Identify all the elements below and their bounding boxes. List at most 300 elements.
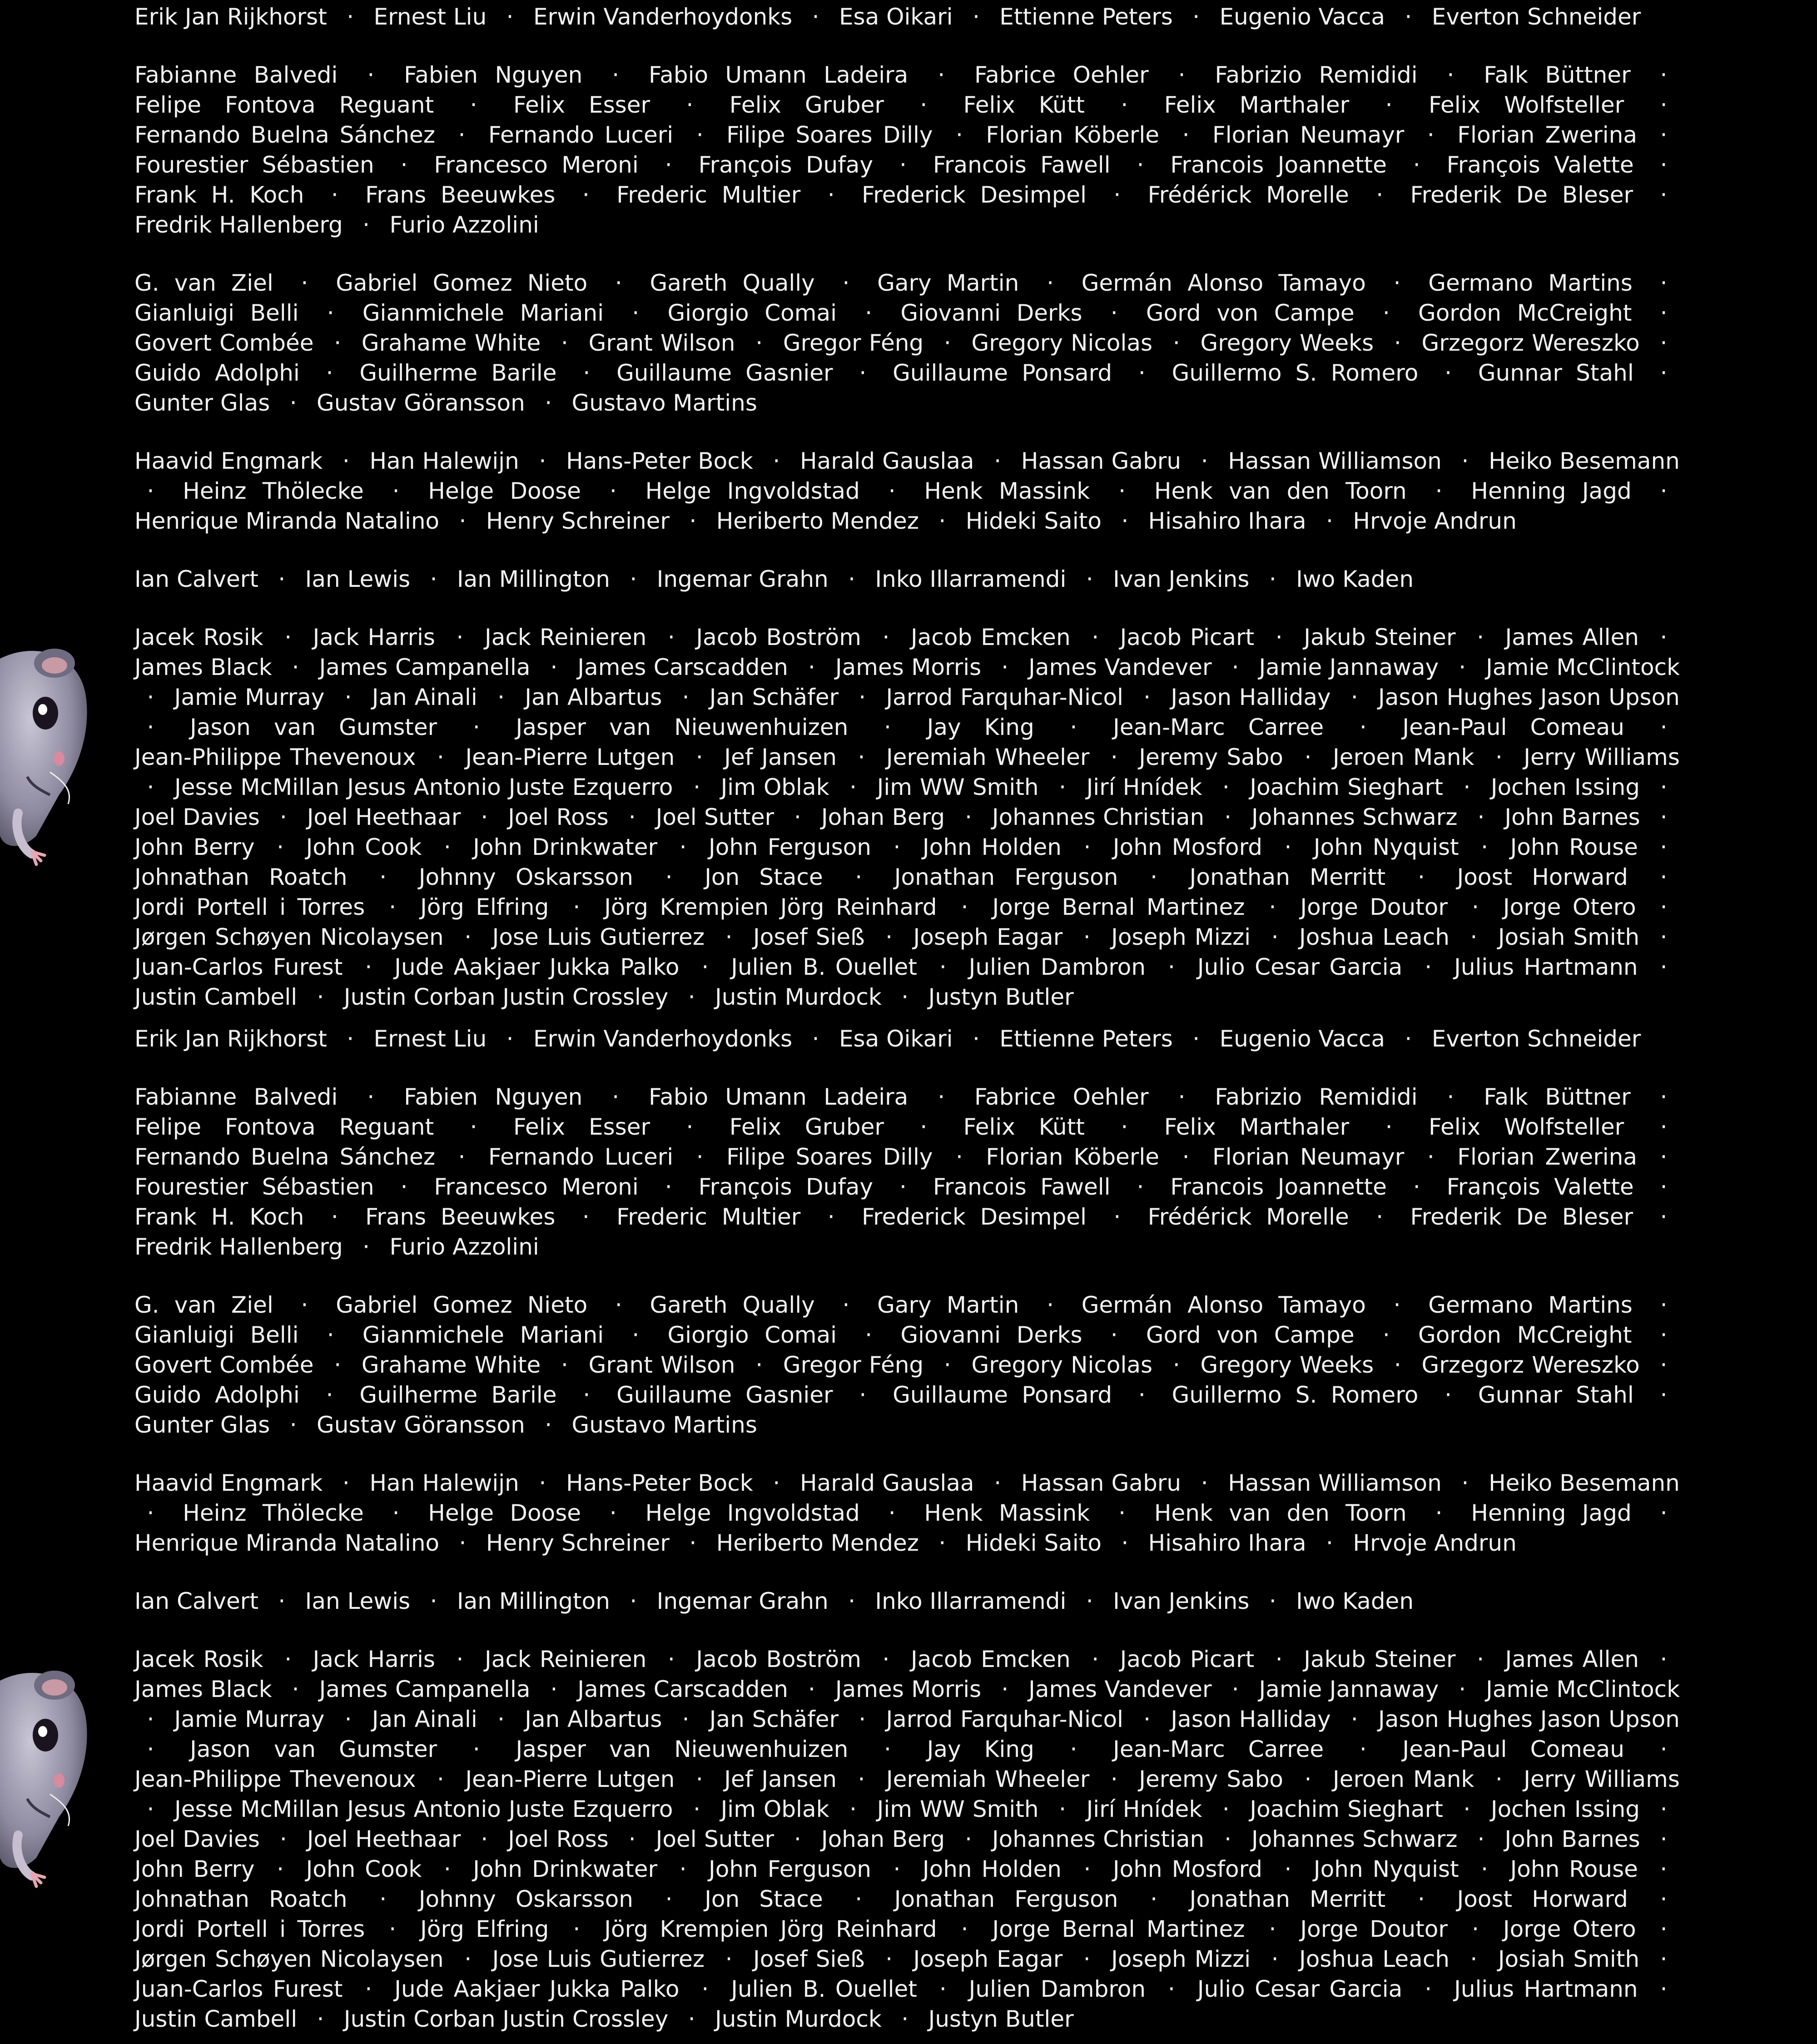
name-separator: ·	[583, 1382, 591, 1408]
credit-name: Grant Wilson	[588, 330, 735, 356]
hamster-mascot-icon	[0, 622, 109, 877]
name-separator: ·	[1445, 1382, 1452, 1408]
credit-name: Gunnar Stahl	[1478, 1382, 1634, 1408]
name-separator: ·	[459, 1530, 467, 1556]
name-separator: ·	[696, 1144, 704, 1170]
name-separator: ·	[1083, 834, 1091, 860]
name-separator: ·	[1660, 1144, 1668, 1170]
name-separator: ·	[1445, 360, 1452, 386]
name-separator: ·	[301, 270, 308, 296]
credit-name: Justin Murdock	[715, 984, 882, 1010]
credit-name: Jim WW Smith	[877, 1796, 1039, 1822]
credit-name: Hisahiro Ihara	[1148, 1530, 1306, 1556]
credit-name: Gordon McCreight	[1418, 1322, 1632, 1348]
credit-name: Jan Schäfer	[709, 684, 839, 710]
name-separator: ·	[808, 654, 815, 680]
credit-name: Florian Köberle	[986, 122, 1160, 148]
credit-name: Johnny Oskarsson	[418, 1886, 633, 1912]
credit-name: James Black	[134, 654, 272, 680]
credit-name: Felix Marthaler	[1164, 1114, 1350, 1140]
name-separator: ·	[682, 684, 690, 710]
name-separator: ·	[885, 1946, 893, 1972]
credit-name: Jamie Jannaway	[1259, 654, 1439, 680]
name-separator: ·	[1222, 774, 1230, 800]
name-separator: ·	[1461, 1470, 1469, 1496]
credit-name: Jonathan Merritt	[1189, 864, 1386, 890]
credit-name: Justin Cambell	[134, 2006, 298, 2032]
credit-name: Jon Stace	[705, 864, 823, 890]
credit-name: Francois Joannette	[1170, 152, 1387, 178]
name-separator: ·	[301, 1292, 308, 1318]
credit-name: Jose Luis Gutierrez	[492, 924, 705, 950]
name-separator: ·	[665, 152, 672, 178]
credit-name: Julien B. Ouellet	[731, 1976, 917, 2002]
name-separator: ·	[1359, 714, 1367, 740]
credit-name: Gustavo Martins	[571, 390, 757, 416]
name-separator: ·	[1271, 924, 1279, 950]
name-separator: ·	[1660, 1174, 1668, 1200]
name-separator: ·	[630, 566, 637, 592]
credit-name: Jørgen Schøyen Nicolaysen	[134, 1946, 444, 1972]
credit-name: Joseph Eagar	[913, 1946, 1063, 1972]
name-separator: ·	[1070, 714, 1077, 740]
name-separator: ·	[1660, 360, 1668, 386]
name-separator: ·	[443, 1856, 451, 1882]
name-separator: ·	[686, 1114, 694, 1140]
name-separator: ·	[1222, 1796, 1230, 1822]
credit-name: John Rouse	[1510, 834, 1638, 860]
credit-name: Henk Massink	[924, 478, 1090, 504]
name-separator: ·	[1059, 1796, 1066, 1822]
credit-name: Jerry Williams	[1524, 744, 1680, 770]
name-separator: ·	[278, 1588, 286, 1614]
credit-name: Erwin Vanderhoydonks	[533, 1026, 793, 1052]
name-separator: ·	[773, 448, 780, 474]
name-separator: ·	[920, 92, 928, 118]
name-separator: ·	[334, 330, 342, 356]
credit-name: Josiah Smith	[1498, 924, 1640, 950]
name-separator: ·	[1435, 1500, 1443, 1526]
credit-name: Frédérick Morelle	[1147, 1204, 1349, 1230]
credit-name: John Ferguson	[709, 834, 871, 860]
name-separator: ·	[1405, 1026, 1412, 1052]
name-separator: ·	[888, 1500, 896, 1526]
credit-name: John Mosford	[1112, 1856, 1262, 1882]
credit-name: John Barnes	[1504, 804, 1640, 830]
name-separator: ·	[882, 1646, 890, 1672]
name-separator: ·	[1660, 714, 1668, 740]
name-separator: ·	[1425, 954, 1432, 980]
credit-name: Jude Aakjaer Jukka Palko	[394, 1976, 680, 2002]
credit-name: Heriberto Mendez	[716, 508, 919, 534]
name-separator: ·	[679, 1856, 687, 1882]
name-separator: ·	[1182, 122, 1190, 148]
name-separator: ·	[1660, 182, 1668, 208]
credit-name: Jasper van Nieuwenhuizen	[516, 714, 849, 740]
credit-name: Fabrizio Remididi	[1215, 62, 1418, 88]
credit-name: Jack Harris	[313, 624, 435, 650]
credit-name: Julien Dambron	[968, 1976, 1146, 2002]
credit-group-j	[134, 1644, 1680, 2034]
credit-name: Han Halewijn	[369, 1470, 519, 1496]
credit-name: John Nyquist	[1313, 834, 1459, 860]
credit-name: Jakub Steiner	[1304, 624, 1456, 650]
name-separator: ·	[1660, 1292, 1668, 1318]
name-separator: ·	[284, 624, 292, 650]
credit-group-e	[134, 1022, 1680, 1054]
name-separator: ·	[400, 1174, 408, 1200]
credit-name: Govert Combée	[134, 1352, 314, 1378]
credit-name: James Campanella	[319, 654, 531, 680]
name-separator: ·	[1168, 1976, 1175, 2002]
credit-name: Grzegorz Wereszko	[1421, 1352, 1640, 1378]
credit-name: Frederick Desimpel	[862, 182, 1087, 208]
name-separator: ·	[1463, 1796, 1471, 1822]
credit-name: Fabianne Balvedi	[134, 62, 338, 88]
credit-name: Helge Doose	[428, 1500, 581, 1526]
name-separator: ·	[695, 744, 703, 770]
name-separator: ·	[994, 448, 1002, 474]
credit-name: Jon Stace	[705, 1886, 823, 1912]
credit-name: Joost Horward	[1457, 864, 1628, 890]
name-separator: ·	[1172, 330, 1180, 356]
credit-name: G. van Ziel	[134, 270, 273, 296]
credit-name: Jasper van Nieuwenhuizen	[516, 1736, 849, 1762]
credit-name: Felix Wolfsteller	[1429, 92, 1624, 118]
credit-name: Jef Jansen	[724, 1766, 837, 1792]
credit-name: John Drinkwater	[473, 834, 658, 860]
credit-name: John Ferguson	[709, 1856, 871, 1882]
name-separator: ·	[1070, 1736, 1077, 1762]
credit-name: Henk van den Toorn	[1154, 1500, 1407, 1526]
credit-name: Justyn Butler	[928, 2006, 1074, 2032]
name-separator: ·	[1269, 894, 1276, 920]
name-separator: ·	[1001, 1676, 1009, 1702]
credit-name: François Dufay	[698, 1174, 874, 1200]
name-separator: ·	[1470, 924, 1478, 950]
credit-name: Johnathan Roatch	[134, 1886, 348, 1912]
credit-name: Inko Illarramendi	[875, 566, 1067, 592]
name-separator: ·	[147, 684, 154, 710]
name-separator: ·	[1284, 834, 1292, 860]
credit-name: Jacob Picart	[1120, 1646, 1255, 1672]
name-separator: ·	[1083, 924, 1091, 950]
name-separator: ·	[1121, 508, 1129, 534]
credit-name: Jeremiah Wheeler	[886, 1766, 1090, 1792]
name-separator: ·	[147, 1500, 154, 1526]
name-separator: ·	[1435, 478, 1443, 504]
name-separator: ·	[1138, 360, 1146, 386]
credit-name: Joseph Mizzi	[1111, 924, 1251, 950]
credit-name: Jörg Elfring	[420, 1916, 549, 1942]
credit-name: Ettienne Peters	[999, 1026, 1173, 1052]
credit-name: Grant Wilson	[588, 1352, 735, 1378]
name-separator: ·	[277, 834, 284, 860]
credit-name: Julius Hartmann	[1454, 954, 1638, 980]
name-separator: ·	[1471, 1916, 1479, 1942]
credit-name: Gregor Féng	[783, 1352, 924, 1378]
credit-name: Julien B. Ouellet	[731, 954, 917, 980]
name-separator: ·	[1047, 1292, 1054, 1318]
credit-name: Iwo Kaden	[1296, 566, 1414, 592]
name-separator: ·	[472, 714, 480, 740]
credits-list	[134, 0, 1680, 1022]
credit-name: Joel Heethaar	[307, 804, 461, 830]
name-separator: ·	[1394, 330, 1401, 356]
name-separator: ·	[1660, 122, 1668, 148]
credit-name: Germano Martins	[1428, 1292, 1633, 1318]
credit-name: Frank H. Koch	[134, 182, 304, 208]
credit-name: Jan Schäfer	[709, 1706, 839, 1732]
credit-name: Giovanni Derks	[900, 1322, 1082, 1348]
name-separator: ·	[773, 1470, 780, 1496]
credit-name: Jorge Otero	[1503, 894, 1636, 920]
credit-name: Ernest Liu	[373, 1026, 487, 1052]
name-separator: ·	[939, 1976, 947, 2002]
credit-name: Hrvoje Andrun	[1353, 508, 1517, 534]
name-separator: ·	[1086, 1588, 1093, 1614]
name-separator: ·	[1121, 1114, 1128, 1140]
credit-name: Giorgio Comai	[667, 300, 837, 326]
name-separator: ·	[1150, 864, 1157, 890]
name-separator: ·	[859, 360, 867, 386]
credit-name: Guilherme Barile	[359, 1382, 557, 1408]
name-separator: ·	[1393, 1292, 1401, 1318]
credit-name: Joshua Leach	[1299, 924, 1450, 950]
credit-name: Frédérick Morelle	[1147, 182, 1349, 208]
credit-name: Fabien Nguyen	[404, 62, 583, 88]
credit-name: Ian Millington	[457, 1588, 610, 1614]
credit-name: Jason van Gumster	[190, 1736, 437, 1762]
credit-name: Henrique Miranda Natalino	[134, 508, 440, 534]
credit-name: John Barnes	[1504, 1826, 1640, 1852]
name-separator: ·	[344, 684, 352, 710]
name-separator: ·	[938, 62, 945, 88]
name-separator: ·	[1413, 1174, 1420, 1200]
credit-name: Gustav Göransson	[317, 390, 525, 416]
name-separator: ·	[365, 1976, 372, 2002]
credit-name: Jörg Krempien Jörg Reinhard	[604, 1916, 937, 1942]
credit-name: Jamie McClintock	[1486, 1676, 1680, 1702]
credit-name: François Valette	[1446, 152, 1634, 178]
name-separator: ·	[1394, 1352, 1401, 1378]
name-separator: ·	[827, 182, 835, 208]
name-separator: ·	[1660, 1114, 1668, 1140]
credit-name: Joel Sutter	[655, 804, 774, 830]
name-separator: ·	[938, 1530, 946, 1556]
name-separator: ·	[326, 360, 333, 386]
credit-name: Heriberto Mendez	[716, 1530, 919, 1556]
name-separator: ·	[1121, 1530, 1129, 1556]
credit-name: Iwo Kaden	[1296, 1588, 1414, 1614]
name-separator: ·	[1110, 744, 1118, 770]
name-separator: ·	[278, 566, 286, 592]
credit-name: Govert Combée	[134, 330, 314, 356]
credit-name: Felix Kütt	[963, 1114, 1085, 1140]
credit-name: Henning Jagd	[1471, 478, 1632, 504]
name-separator: ·	[884, 714, 891, 740]
credit-name: Gustavo Martins	[571, 1412, 757, 1438]
name-separator: ·	[1192, 1026, 1200, 1052]
credit-name: Julio Cesar Garcia	[1197, 954, 1403, 980]
name-separator: ·	[583, 360, 591, 386]
name-separator: ·	[1417, 1886, 1425, 1912]
credit-name: Ettienne Peters	[999, 4, 1173, 30]
credit-name: John Mosford	[1112, 834, 1262, 860]
credit-name: Jacob Emcken	[910, 1646, 1071, 1672]
credit-name: Johan Berg	[821, 1826, 945, 1852]
credit-name: Jacob Boström	[696, 1646, 861, 1672]
name-separator: ·	[342, 448, 350, 474]
credit-name: Fernando Luceri	[488, 1144, 674, 1170]
credit-name: Jerry Williams	[1524, 1766, 1680, 1792]
name-separator: ·	[1660, 1826, 1668, 1852]
hamster-mascot-icon	[0, 1644, 109, 1899]
credit-name: James Carscadden	[577, 654, 788, 680]
credit-name: Germano Martins	[1428, 270, 1633, 296]
credit-group-j	[134, 622, 1680, 1012]
credit-name: Jose Luis Gutierrez	[492, 1946, 705, 1972]
credit-name: Henry Schreiner	[486, 508, 670, 534]
name-separator: ·	[326, 1382, 333, 1408]
name-separator: ·	[1660, 300, 1668, 326]
credit-name: Jeremy Sabo	[1139, 1766, 1284, 1792]
name-separator: ·	[1405, 4, 1412, 30]
name-separator: ·	[458, 122, 466, 148]
credit-name: Jamie Murray	[174, 684, 325, 710]
name-separator: ·	[1001, 654, 1009, 680]
credit-name: Jean-Paul Comeau	[1402, 714, 1624, 740]
name-separator: ·	[1382, 300, 1390, 326]
name-separator: ·	[686, 92, 694, 118]
name-separator: ·	[456, 1646, 464, 1672]
credit-name: Jochen Issing	[1490, 774, 1640, 800]
credit-name: Frederic Multier	[616, 182, 801, 208]
credit-name: Ingemar Grahn	[656, 566, 829, 592]
credit-name: Ian Millington	[457, 566, 610, 592]
name-separator: ·	[1660, 1856, 1668, 1882]
credit-name: Jeroen Mank	[1332, 1766, 1474, 1792]
name-separator: ·	[849, 774, 857, 800]
name-separator: ·	[1495, 1766, 1503, 1792]
credit-group-f	[134, 60, 1680, 240]
credit-name: Justyn Butler	[928, 984, 1074, 1010]
name-separator: ·	[1660, 834, 1668, 860]
name-separator: ·	[615, 270, 622, 296]
name-separator: ·	[1269, 1588, 1276, 1614]
name-separator: ·	[665, 1174, 672, 1200]
name-separator: ·	[1326, 508, 1333, 534]
credit-name: John Holden	[922, 1856, 1062, 1882]
credit-name: Frederik De Bleser	[1410, 182, 1633, 208]
credit-name: Frans Beeuwkes	[365, 182, 556, 208]
name-separator: ·	[901, 2006, 909, 2032]
name-separator: ·	[430, 566, 437, 592]
name-separator: ·	[848, 1588, 856, 1614]
credit-name: Gregory Nicolas	[971, 330, 1153, 356]
credit-name: Fabrizio Remididi	[1215, 1084, 1418, 1110]
credit-name: Gianmichele Mariani	[362, 300, 604, 326]
name-separator: ·	[1660, 864, 1668, 890]
credit-name: Felix Marthaler	[1164, 92, 1350, 118]
credit-name: Jonathan Merritt	[1189, 1886, 1386, 1912]
credit-name: Francesco Meroni	[434, 1174, 639, 1200]
credit-name: Felipe Fontova Reguant	[134, 1114, 434, 1140]
name-separator: ·	[1275, 1646, 1283, 1672]
name-separator: ·	[327, 300, 334, 326]
name-separator: ·	[147, 1706, 154, 1732]
credit-name: Joel Ross	[508, 804, 609, 830]
name-separator: ·	[317, 984, 324, 1010]
credit-name: Julius Hartmann	[1454, 1976, 1638, 2002]
name-separator: ·	[689, 508, 697, 534]
credit-name: Jason van Gumster	[190, 714, 437, 740]
name-separator: ·	[1481, 1856, 1489, 1882]
credit-name: Jean-Philippe Thevenoux	[134, 744, 416, 770]
name-separator: ·	[693, 774, 700, 800]
name-separator: ·	[609, 478, 617, 504]
credit-name: Jacob Picart	[1120, 624, 1255, 650]
name-separator: ·	[497, 1706, 505, 1732]
name-separator: ·	[1660, 92, 1668, 118]
credit-name: Julio Cesar Garcia	[1197, 1976, 1403, 2002]
name-separator: ·	[1047, 270, 1054, 296]
credit-name: Hideki Saito	[965, 1530, 1102, 1556]
credits-frame-bottom	[0, 1022, 1817, 2044]
credit-name: Jef Jansen	[724, 744, 837, 770]
name-separator: ·	[389, 1916, 397, 1942]
name-separator: ·	[1168, 954, 1175, 980]
credit-name: Jan Albartus	[525, 684, 662, 710]
credit-name: Fernando Buelna Sánchez	[134, 122, 436, 148]
name-separator: ·	[279, 804, 287, 830]
name-separator: ·	[693, 1796, 700, 1822]
credit-name: Jamie McClintock	[1486, 654, 1680, 680]
name-separator: ·	[147, 478, 154, 504]
credit-name: Ivan Jenkins	[1113, 1588, 1250, 1614]
name-separator: ·	[865, 1322, 873, 1348]
name-separator: ·	[612, 62, 620, 88]
name-separator: ·	[289, 390, 297, 416]
credit-name: John Nyquist	[1313, 1856, 1459, 1882]
name-separator: ·	[1660, 1646, 1668, 1672]
name-separator: ·	[331, 182, 338, 208]
credit-name: Jason Hughes Jason Upson	[1378, 1706, 1680, 1732]
credit-name: Erik Jan Rijkhorst	[134, 1026, 327, 1052]
credit-name: Jorge Otero	[1503, 1916, 1636, 1942]
name-separator: ·	[920, 1114, 928, 1140]
name-separator: ·	[1121, 92, 1128, 118]
name-separator: ·	[1660, 954, 1668, 980]
credit-name: Jordi Portell i Torres	[134, 1916, 365, 1942]
name-separator: ·	[1660, 1796, 1668, 1822]
name-separator: ·	[365, 954, 372, 980]
name-separator: ·	[1660, 152, 1668, 178]
name-separator: ·	[1269, 1916, 1276, 1942]
credit-name: Jacob Emcken	[910, 624, 1071, 650]
name-separator: ·	[392, 478, 400, 504]
name-separator: ·	[1359, 1736, 1367, 1762]
name-separator: ·	[994, 1470, 1002, 1496]
credit-name: James Carscadden	[577, 1676, 788, 1702]
credit-name: Giovanni Derks	[900, 300, 1082, 326]
name-separator: ·	[1304, 744, 1312, 770]
credit-name: Johannes Schwarz	[1251, 804, 1458, 830]
credit-name: Frederick Desimpel	[862, 1204, 1087, 1230]
credit-name: James Morris	[835, 1676, 982, 1702]
name-separator: ·	[632, 1322, 640, 1348]
name-separator: ·	[481, 804, 488, 830]
